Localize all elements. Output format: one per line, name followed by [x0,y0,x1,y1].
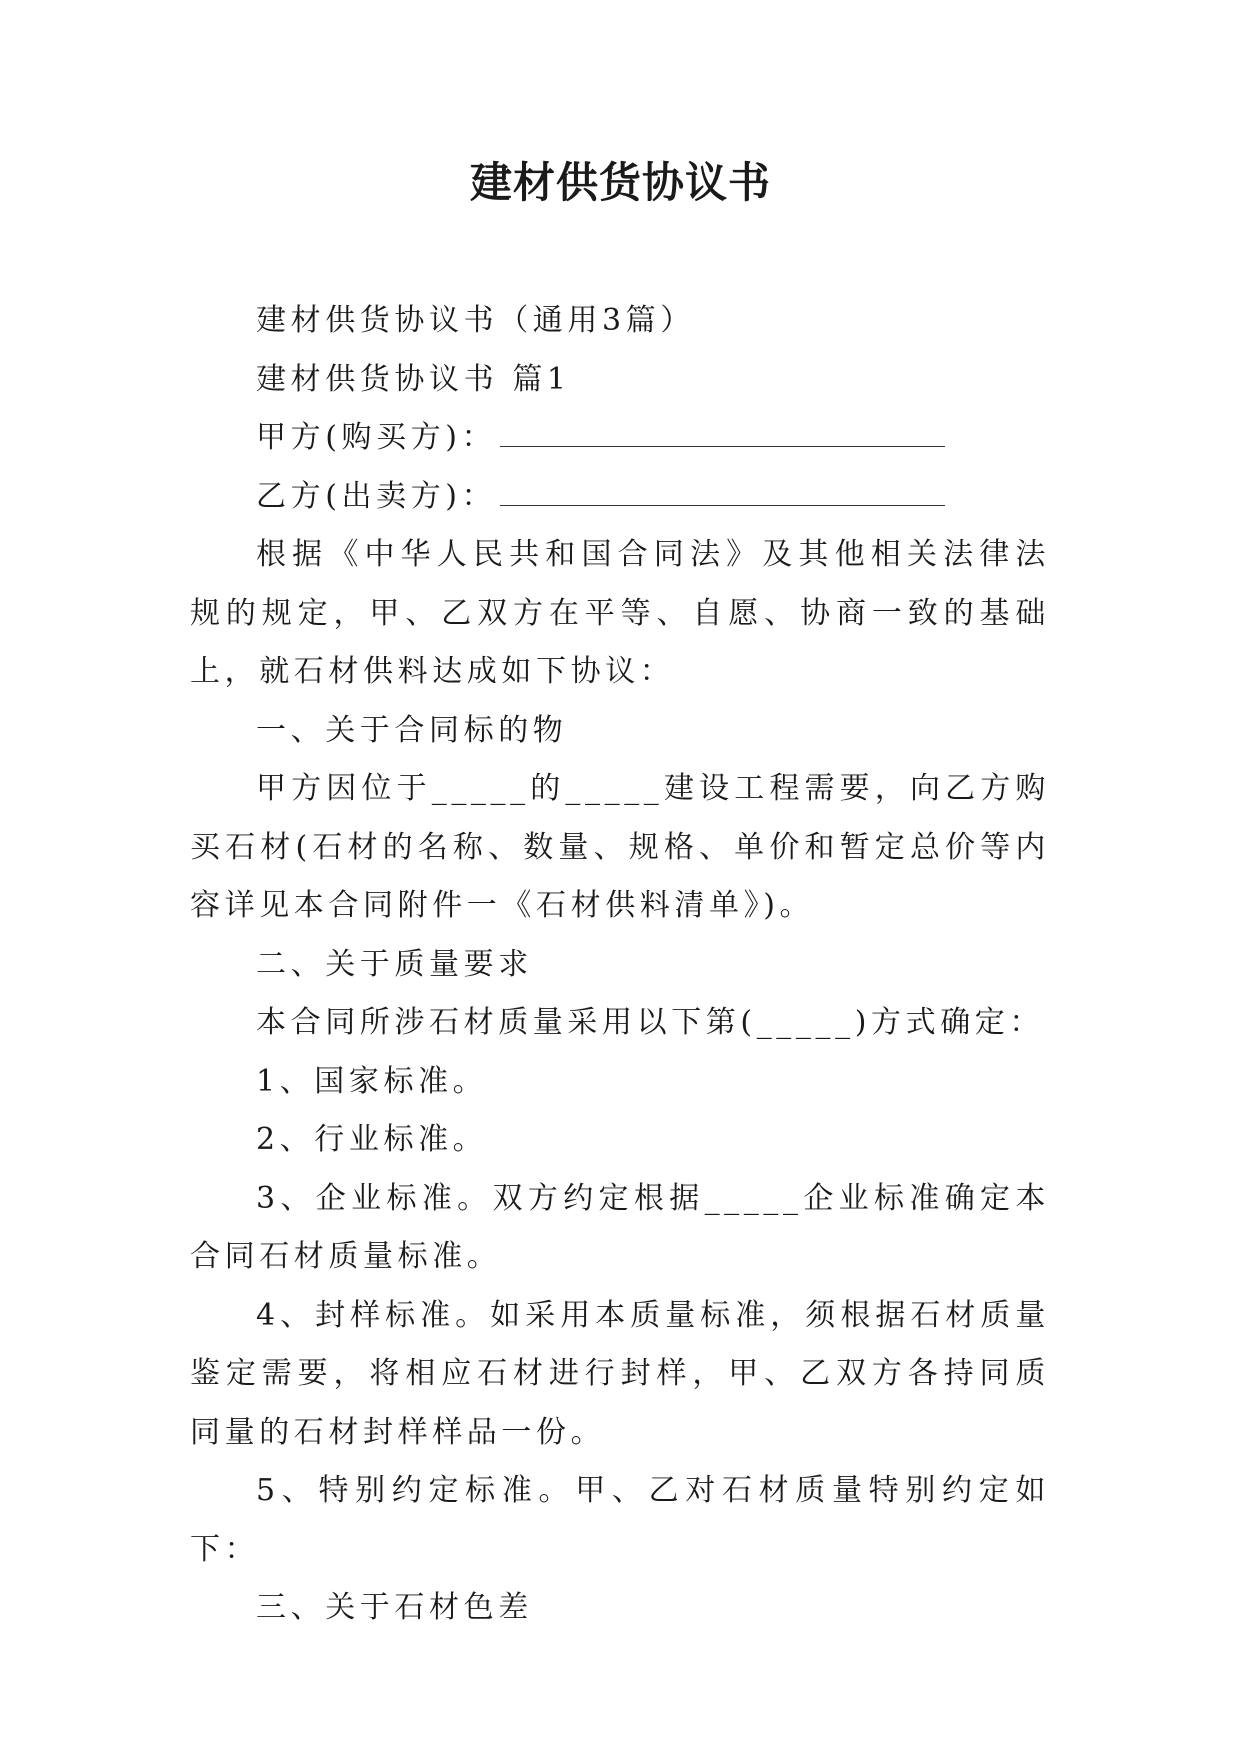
party-b-blank [500,479,945,506]
document-title: 建材供货协议书 [469,158,771,207]
section-heading: 建材供货协议书 篇1 [256,361,571,397]
clause-heading: 一、关于合同标的物 [256,712,568,748]
paragraph: 甲方因位于_____的_____建设工程需要，向乙方购买石材(石材的名称、数量、规格、单价和暂定总价等内容详见本合同附件一《石材供料清单》)。 [190,771,1050,923]
party-b-line [190,468,1050,527]
paragraph: 根据《中华人民共和国合同法》及其他相关法律法规的规定，甲、乙双方在平等、自愿、协商一致的基础上，就石材供料达成如下协议： [190,537,1050,689]
party-a-blank [500,420,945,447]
document-subtitle: 建材供货协议书（通用3篇） [256,303,695,338]
party-b-label: 乙方(出卖方)： [256,478,497,514]
list-item: 5、特别约定标准。甲、乙对石材质量特别约定如下： [190,1473,1050,1567]
clause-heading: 三、关于石材色差 [256,1590,533,1625]
paragraph: 本合同所涉石材质量采用以下第(_____)方式确定： [256,1005,1045,1040]
list-item: 4、封样标准。如采用本质量标准，须根据石材质量鉴定需要，将相应石材进行封样，甲、乙双方各持同质同量的石材封样样品一份。 [190,1297,1050,1450]
party-a-line [190,409,1050,468]
party-a-label: 甲方(购买方)： [256,420,497,455]
clause-heading: 二、关于质量要求 [256,946,533,982]
document-body [190,292,1050,1638]
list-item: 2、行业标准。 [256,1122,488,1157]
list-item: 1、国家标准。 [256,1063,488,1099]
list-item: 3、企业标准。双方约定根据_____企业标准确定本合同石材质量标准。 [190,1180,1050,1274]
